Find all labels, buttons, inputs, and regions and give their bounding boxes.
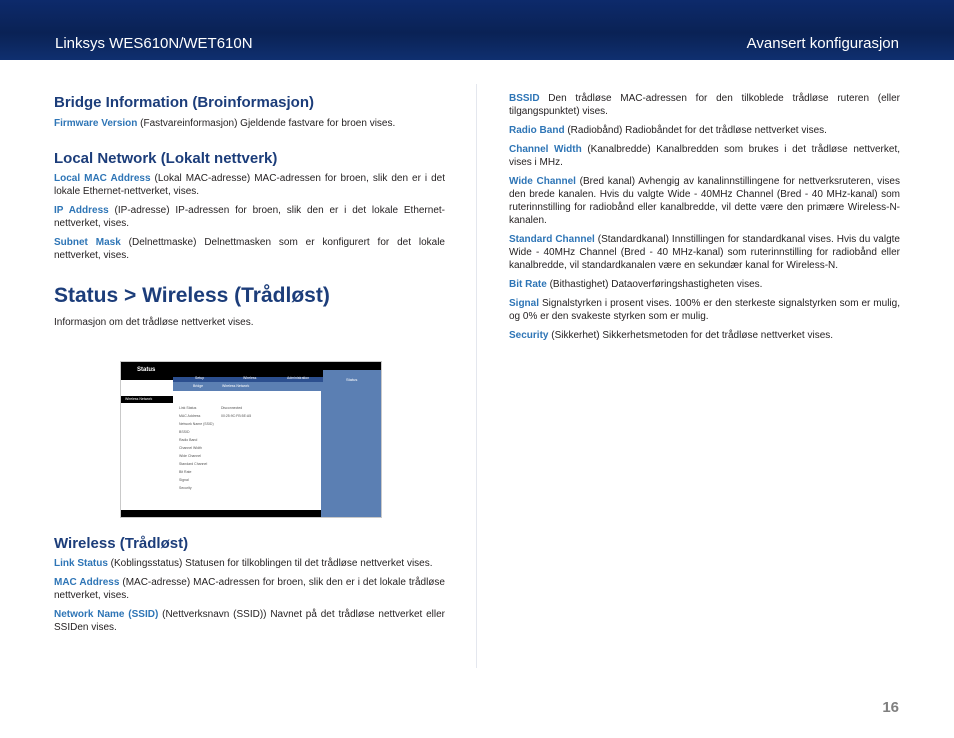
signal-term: Signal [509,298,540,309]
screenshot-side-label: Wireless Network [125,397,153,401]
signal-paragraph [509,297,900,323]
standard-channel-term: Standard Channel [509,234,595,245]
page-header [0,0,954,60]
bridge-info-heading: Bridge Information (Broinformasjon) [54,94,314,111]
subnet-paragraph [54,236,445,262]
right-column [509,92,900,342]
bssid-text: Den trådløse MAC-adressen for den tilkoblede trådløse ruteren (eller tilgangspunktet) vises. [509,93,900,117]
standard-channel-text: (Standardkanal) Innstillingen for standardkanal vises. Hvis du valgte Wide - 40MHz Channel (Bred - 40 MHz-kanal) som ruterinnstilling for radiobånd eller kanalbredde, vil standardkanalen være en sekundær kanal for Wireless-N. [509,234,900,271]
subnet-term: Subnet Mask [54,237,121,248]
screenshot-field: Network Name (SSID) [179,422,214,426]
screenshot-subnav-bridge: Bridge [193,384,204,388]
security-term: Security [509,330,549,341]
link-status-term: Link Status [54,558,108,569]
screenshot-field: Link Status [179,406,197,410]
local-mac-paragraph [54,172,445,198]
local-mac-term: Local MAC Address [54,173,151,184]
screenshot-field: Security [179,486,192,490]
wireless-heading: Wireless (Trådløst) [54,535,189,552]
standard-channel-paragraph [509,233,900,272]
ssid-term: Network Name (SSID) [54,609,159,620]
mac-term: MAC Address [54,577,120,588]
screenshot-field: Wide Channel [179,454,201,458]
wide-channel-term: Wide Channel [509,176,576,187]
screenshot-tab-status-label: Status [346,377,358,382]
screenshot-field: Standard Channel [179,462,208,466]
screenshot-nav-setup: Setup [195,376,205,380]
screenshot-field: Signal [179,478,189,482]
subnet-text: (Delnettmaske) Delnettmasken som er konfigurert for det lokale nettverket, vises. [54,237,445,261]
mac-text: (MAC-adresse) MAC-adressen for broen, slik den er i det lokale trådløse nettverket, vises. [54,577,445,601]
bit-rate-text: (Bithastighet) Dataoverføringshastigheten vises. [546,279,763,290]
wide-channel-text: (Bred kanal) Avhengig av kanalinnstillingene for nettverksruteren, vises den brede kanalen. Hvis du valgte Wide - 40MHz Channel (Bred - 40 MHz-kanal) som ruterinnstilling for radiobånd eller kanalbredde, vil dette være den primære Wireless-N-kanalen. [509,176,900,226]
wide-channel-paragraph [509,175,900,227]
screenshot-nav-administration: Administration [287,376,310,380]
link-status-text: (Koblingsstatus) Statusen for tilkoblingen til det trådløse nettverket vises. [107,558,433,569]
radio-band-term: Radio Band [509,125,565,136]
screenshot-nav-wireless: Wireless [243,376,257,380]
screenshot-field: Channel Width [179,446,202,450]
ssid-text: (Nettverksnavn (SSID)) Navnet på det trådløse nettverket eller SSIDen vises. [54,609,445,633]
screenshot-value: Disconnected [221,406,243,410]
status-intro: Informasjon om det trådløse nettverket vises. [54,317,254,328]
radio-band-text: (Radiobånd) Radiobåndet for det trådløse nettverket vises. [564,125,827,136]
local-mac-text: (Lokal MAC-adresse) MAC-adressen for broen, slik den er i det lokale Ethernet-nettverket, vises. [54,173,446,197]
screenshot-field: Bit Rate [179,470,192,474]
screenshot-field: MAC Address [179,414,201,418]
status-wireless-screenshot [120,361,382,518]
local-network-heading: Local Network (Lokalt nettverk) [54,150,278,167]
screenshot-right-panel [321,391,381,517]
channel-width-text: (Kanalbredde) Kanalbredden som brukes i det trådløse nettverket, vises i MHz. [509,144,901,168]
bssid-paragraph [509,92,900,118]
screenshot-bottom-bar [121,510,321,517]
status-wireless-heading: Status > Wireless (Trådløst) [54,284,330,307]
link-status-paragraph [54,557,445,570]
firmware-paragraph [54,117,445,130]
product-name: Linksys WES610N/WET610N [55,35,253,52]
page-number: 16 [882,699,899,716]
bit-rate-term: Bit Rate [509,279,547,290]
channel-width-paragraph [509,143,900,169]
security-text: (Sikkerhet) Sikkerhetsmetoden for det trådløse nettverket vises. [548,330,834,341]
ssid-paragraph [54,608,445,634]
screenshot-field: BSSID [179,430,190,434]
channel-width-term: Channel Width [509,144,582,155]
bit-rate-paragraph [509,278,900,291]
bssid-term: BSSID [509,93,540,104]
radio-band-paragraph [509,124,900,137]
column-divider [476,84,477,668]
screenshot-side-panel [121,396,173,403]
screenshot-subnav-wireless-network: Wireless Network [222,384,250,388]
screenshot-value: 00:25:9C:FB:5E:A5 [221,414,252,418]
section-title: Avansert konfigurasjon [746,35,899,52]
screenshot-title: Status [137,367,156,373]
ip-paragraph [54,204,445,230]
firmware-term: Firmware Version [54,118,138,129]
ip-text: (IP-adresse) IP-adressen for broen, slik den er i det lokale Ethernet-nettverket, vises. [54,205,445,229]
firmware-text: (Fastvareinformasjon) Gjeldende fastvare for broen vises. [137,118,396,129]
security-paragraph [509,329,900,342]
screenshot-tab-status [323,370,381,391]
signal-text: Signalstyrken i prosent vises. 100% er den sterkeste signalstyrken som er mulig, og 0% er den svakeste styrken som er mulig. [509,298,900,322]
screenshot-field: Radio Band [179,438,198,442]
ip-term: IP Address [54,205,109,216]
mac-paragraph [54,576,445,602]
